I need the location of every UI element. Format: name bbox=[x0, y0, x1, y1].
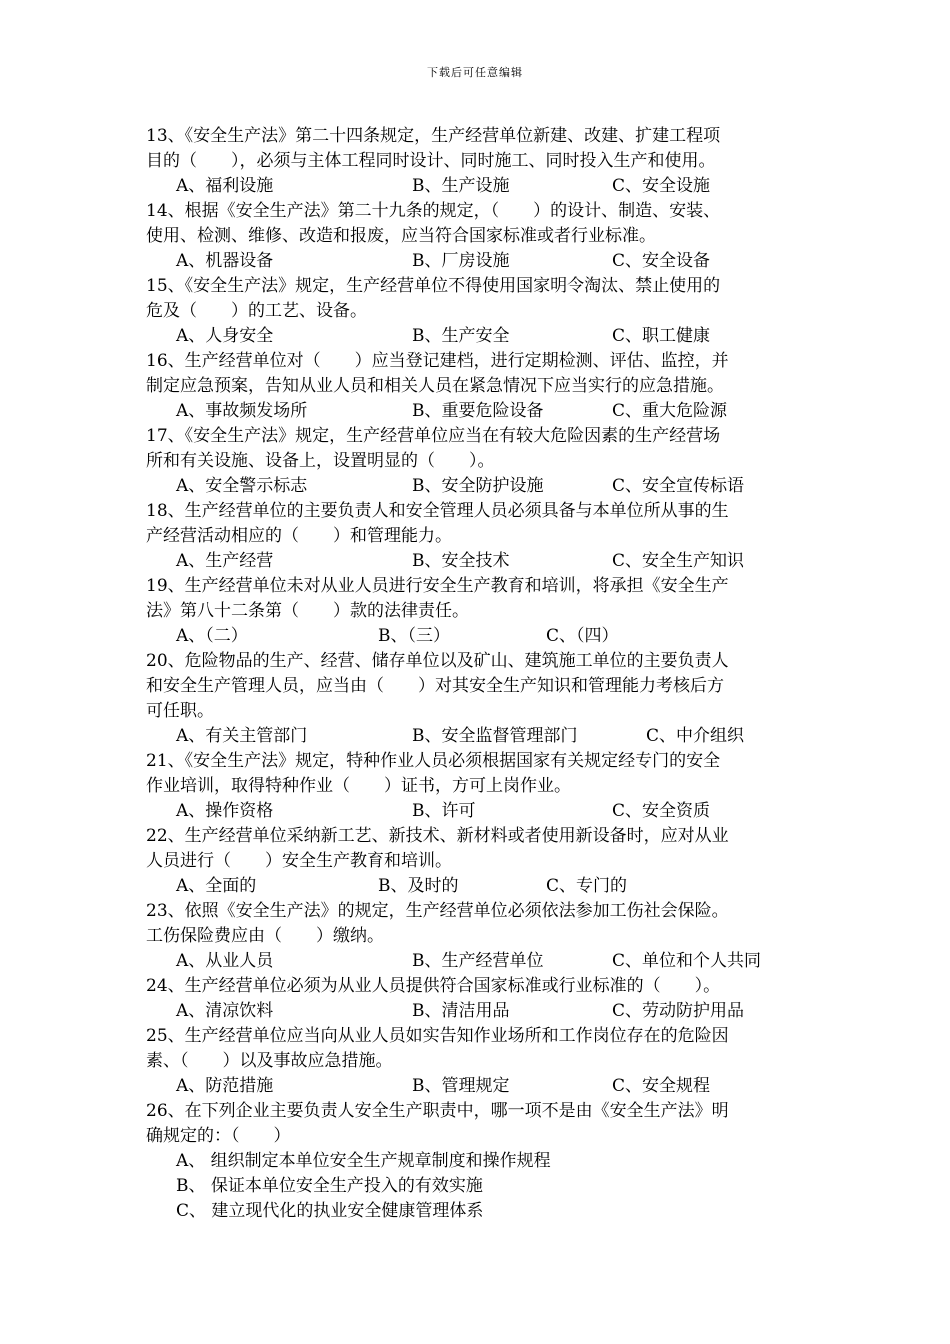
option-row bbox=[146, 249, 816, 274]
option-a: A、全面的 bbox=[176, 876, 257, 896]
question-item bbox=[146, 499, 816, 574]
option-row bbox=[146, 324, 816, 349]
option-b: B、厂房设施 bbox=[412, 251, 510, 271]
option-b: B、生产经营单位 bbox=[412, 951, 544, 971]
question-item bbox=[146, 274, 816, 349]
question-text-line: 25、生产经营单位应当向从业人员如实告知作业场所和工作岗位存在的危险因 bbox=[146, 1026, 729, 1046]
option-b: B、 保证本单位安全生产投入的有效实施 bbox=[176, 1176, 483, 1196]
option-a: A、防范措施 bbox=[176, 1076, 274, 1096]
question-text-line: 19、生产经营单位未对从业人员进行安全生产教育和培训，将承担《安全生产 bbox=[146, 576, 729, 596]
option-c: C、重大危险源 bbox=[612, 401, 728, 421]
question-text-line: 22、生产经营单位采纳新工艺、新技术、新材料或者使用新设备时，应对从业 bbox=[146, 826, 729, 846]
question-item bbox=[146, 349, 816, 424]
question-text-line: 24、生产经营单位必须为从业人员提供符合国家标准或行业标准的（ ）。 bbox=[146, 976, 721, 996]
option-c: C、安全宣传标语 bbox=[612, 476, 745, 496]
option-c: C、安全生产知识 bbox=[612, 551, 745, 571]
option-c: C、安全设备 bbox=[612, 251, 711, 271]
option-a: A、机器设备 bbox=[176, 251, 274, 271]
question-text-line: 23、依照《安全生产法》的规定，生产经营单位必须依法参加工伤社会保险。 bbox=[146, 901, 729, 921]
option-row bbox=[146, 799, 816, 824]
option-b: B、生产设施 bbox=[412, 176, 510, 196]
question-text-line: 法》第八十二条第（ ）款的法律责任。 bbox=[146, 601, 469, 621]
option-b: B、清洁用品 bbox=[412, 1001, 510, 1021]
header-note: 下载后可任意编辑 bbox=[427, 66, 523, 79]
question-text-line: 素、（ ）以及事故应急措施。 bbox=[146, 1051, 393, 1071]
question-text-line: 产经营活动相应的（ ）和管理能力。 bbox=[146, 526, 452, 546]
option-c: C、专门的 bbox=[546, 876, 628, 896]
question-text-line: 17、《安全生产法》规定，生产经营单位应当在有较大危险因素的生产经营场 bbox=[146, 426, 721, 446]
question-text-line: 使用、检测、维修、改造和报废，应当符合国家标准或者行业标准。 bbox=[146, 226, 656, 246]
question-text-line: 26、在下列企业主要负责人安全生产职责中，哪一项不是由《安全生产法》明 bbox=[146, 1101, 729, 1121]
question-text-line: 21、《安全生产法》规定，特种作业人员必须根据国家有关规定经专门的安全 bbox=[146, 751, 721, 771]
question-item bbox=[146, 424, 816, 499]
option-a: A、生产经营 bbox=[176, 551, 274, 571]
option-c: C、劳动防护用品 bbox=[612, 1001, 745, 1021]
question-item bbox=[146, 1099, 816, 1224]
question-text-line: 作业培训，取得特种作业（ ）证书，方可上岗作业。 bbox=[146, 776, 571, 796]
option-a: A、有关主管部门 bbox=[176, 726, 308, 746]
option-b: B、生产安全 bbox=[412, 326, 510, 346]
question-text-line: 可任职。 bbox=[146, 701, 214, 721]
question-item bbox=[146, 574, 816, 649]
question-text-line: 确规定的：（ ） bbox=[146, 1126, 291, 1146]
option-b: B、许可 bbox=[412, 801, 476, 821]
option-c: C、 建立现代化的执业安全健康管理体系 bbox=[176, 1201, 484, 1221]
option-b: B、安全监督管理部门 bbox=[412, 726, 578, 746]
option-row bbox=[146, 1074, 816, 1099]
option-a: A、从业人员 bbox=[176, 951, 274, 971]
option-a: A、（二） bbox=[176, 626, 248, 646]
option-b: B、安全防护设施 bbox=[412, 476, 544, 496]
option-a: A、清凉饮料 bbox=[176, 1001, 274, 1021]
question-text-line: 所和有关设施、设备上，设置明显的（ ）。 bbox=[146, 451, 495, 471]
question-text-line: 15、《安全生产法》规定，生产经营单位不得使用国家明令淘汰、禁止使用的 bbox=[146, 276, 721, 296]
question-text-line: 危及（ ）的工艺、设备。 bbox=[146, 301, 367, 321]
question-text-line: 目的（ ），必须与主体工程同时设计、同时施工、同时投入生产和使用。 bbox=[146, 151, 716, 171]
question-text-line: 和安全生产管理人员，应当由（ ）对其安全生产知识和管理能力考核后方 bbox=[146, 676, 724, 696]
option-row bbox=[146, 949, 816, 974]
question-text-line: 16、生产经营单位对（ ）应当登记建档，进行定期检测、评估、监控，并 bbox=[146, 351, 729, 371]
option-a: A、操作资格 bbox=[176, 801, 274, 821]
option-row bbox=[146, 174, 816, 199]
question-text-line: 14、根据《安全生产法》第二十九条的规定，（ ）的设计、制造、安装、 bbox=[146, 201, 721, 221]
option-b: B、管理规定 bbox=[412, 1076, 510, 1096]
option-c: C、安全资质 bbox=[612, 801, 711, 821]
option-c: C、安全设施 bbox=[612, 176, 711, 196]
question-item bbox=[146, 1024, 816, 1099]
option-b: B、及时的 bbox=[378, 876, 459, 896]
option-b: B、安全技术 bbox=[412, 551, 510, 571]
question-text-line: 制定应急预案，告知从业人员和相关人员在紧急情况下应当实行的应急措施。 bbox=[146, 376, 724, 396]
question-item bbox=[146, 199, 816, 274]
question-text-line: 20、危险物品的生产、经营、储存单位以及矿山、建筑施工单位的主要负责人 bbox=[146, 651, 729, 671]
option-c: C、中介组织 bbox=[646, 726, 745, 746]
option-a: A、人身安全 bbox=[176, 326, 274, 346]
option-row bbox=[146, 724, 816, 749]
question-text-line: 人员进行（ ）安全生产教育和培训。 bbox=[146, 851, 452, 871]
option-row bbox=[146, 474, 816, 499]
option-row bbox=[146, 874, 816, 899]
question-item bbox=[146, 124, 816, 199]
question-item bbox=[146, 649, 816, 749]
option-b: B、重要危险设备 bbox=[412, 401, 544, 421]
question-item bbox=[146, 824, 816, 899]
option-row bbox=[146, 624, 816, 649]
option-c: C、单位和个人共同 bbox=[612, 951, 762, 971]
option-c: C、职工健康 bbox=[612, 326, 711, 346]
question-item bbox=[146, 749, 816, 824]
option-row bbox=[146, 399, 816, 424]
option-a: A、安全警示标志 bbox=[176, 476, 308, 496]
option-a: A、事故频发场所 bbox=[176, 401, 308, 421]
question-text-line: 工伤保险费应由（ ）缴纳。 bbox=[146, 926, 384, 946]
question-item bbox=[146, 974, 816, 1024]
question-item bbox=[146, 899, 816, 974]
option-a: A、福利设施 bbox=[176, 176, 274, 196]
option-c: C、安全规程 bbox=[612, 1076, 711, 1096]
option-a: A、 组织制定本单位安全生产规章制度和操作规程 bbox=[176, 1151, 551, 1171]
option-row bbox=[146, 549, 816, 574]
option-b: B、（三） bbox=[378, 626, 450, 646]
question-text-line: 18、生产经营单位的主要负责人和安全管理人员必须具备与本单位所从事的生 bbox=[146, 501, 729, 521]
option-row bbox=[146, 999, 816, 1024]
option-c: C、（四） bbox=[546, 626, 619, 646]
question-list bbox=[146, 124, 816, 1224]
question-text-line: 13、《安全生产法》第二十四条规定，生产经营单位新建、改建、扩建工程项 bbox=[146, 126, 721, 146]
